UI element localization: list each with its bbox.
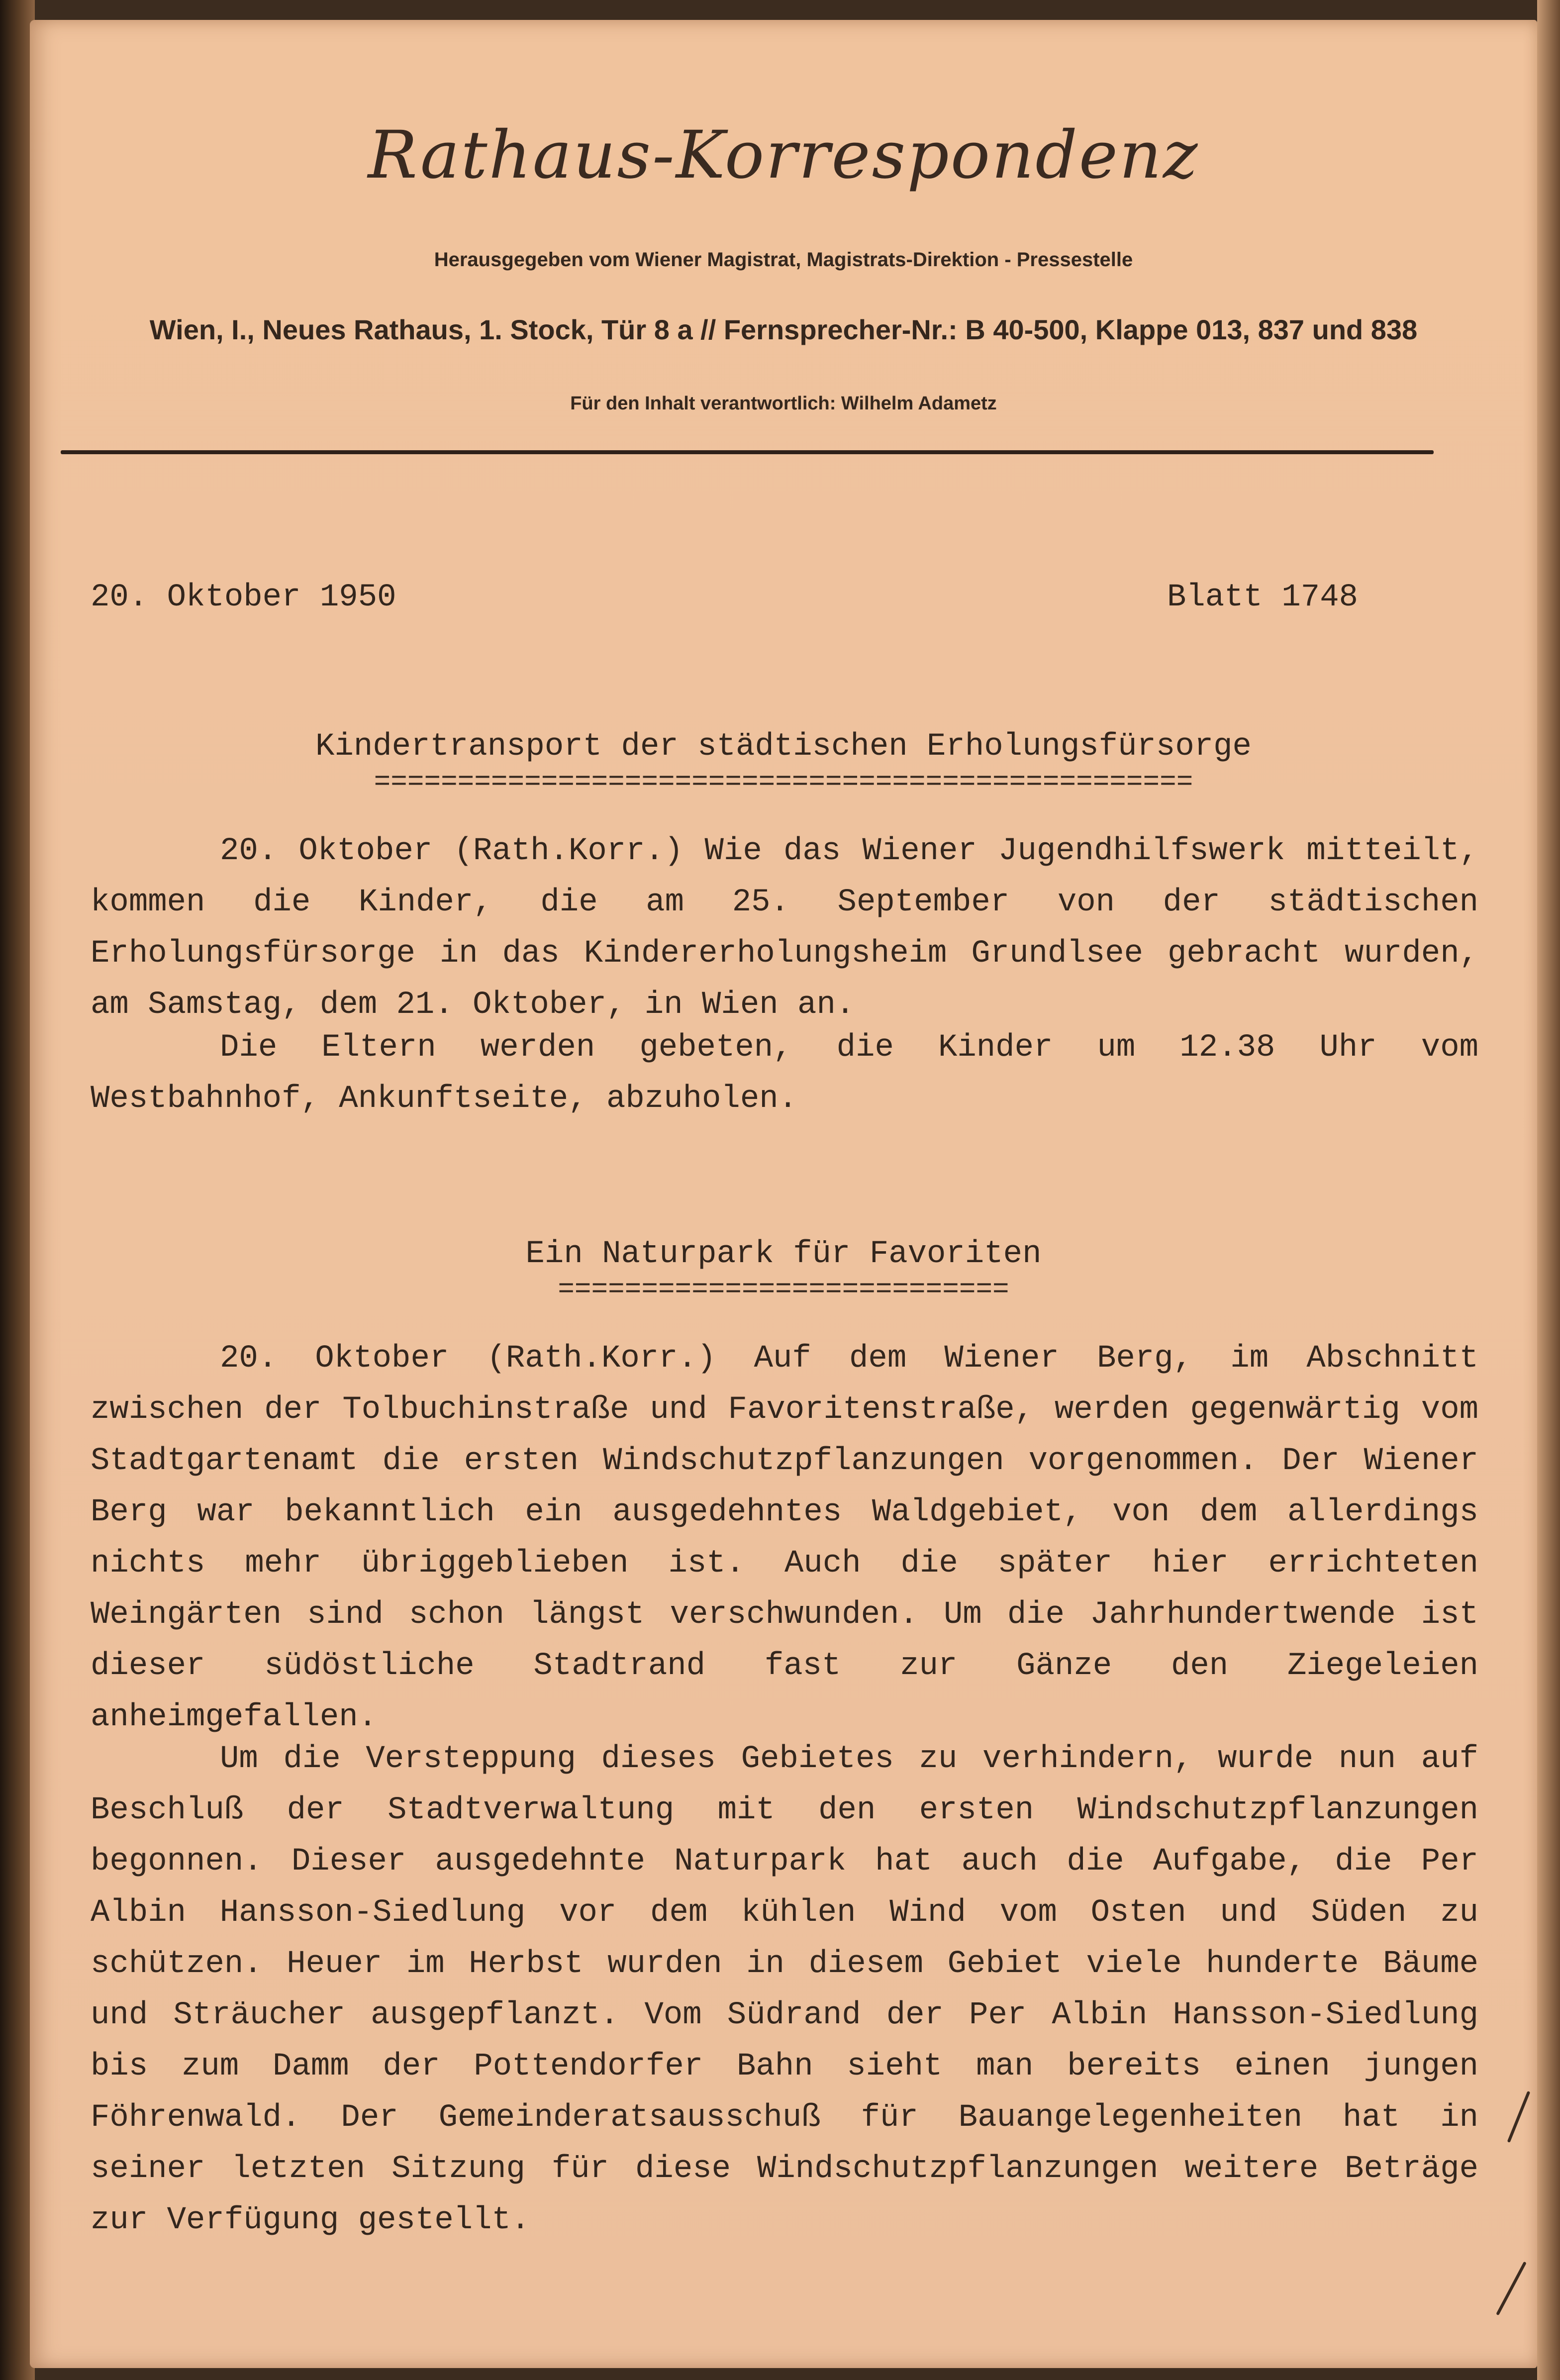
sheet-number: Blatt 1748 <box>1167 580 1358 615</box>
article-1-underline: ================================================= <box>374 766 1193 798</box>
page-edge <box>1537 0 1560 2380</box>
article-2-headline: Ein Naturpark für Favoriten <box>525 1236 1042 1272</box>
masthead-rule <box>61 450 1434 454</box>
article-1-paragraph-2: Die Eltern werden gebeten, die Kinder um 12.38 Uhr vom Westbahnhof, Ankunftseite, abzuholen. <box>91 1030 1478 1117</box>
document-page <box>30 20 1537 2368</box>
masthead-title: Rathaus-Korrespondenz <box>368 117 1199 194</box>
article-2-paragraph-2: Um die Versteppung dieses Gebietes zu verhindern, wurde nun auf Beschluß der Stadtverwaltung mit den ersten Windschutzpflanzungen begonnen. Dieser ausgedehnte Naturpark hat auch die Aufgabe, die Per Albin Hansson-Siedlung vor dem kühlen Wind vom Osten und Süden zu schützen. Heuer im Herbst wurden in diesem Gebiet viele hunderte Bäume und Sträucher ausgepflanzt. Vom Südrand der Per Albin Hansson-Siedlung bis zum Damm der Pottendorfer Bahn sieht man bereits einen jungen Föhrenwald. Der Gemeinderatsausschuß für Bauangelegenheiten hat in seiner letzten Sitzung für diese Windschutzpflanzungen weitere Beträge zur Verfügung gestellt. <box>91 1741 1478 2238</box>
masthead-publisher: Herausgegeben vom Wiener Magistrat, Magistrats-Direktion - Pressestelle <box>434 249 1133 271</box>
masthead-responsible: Für den Inhalt verantwortlich: Wilhelm Adametz <box>570 393 997 414</box>
issue-date: 20. Oktober 1950 <box>91 580 396 615</box>
article-2-underline: =========================== <box>558 1274 1009 1305</box>
article-2-paragraph-1: 20. Oktober (Rath.Korr.) Auf dem Wiener Berg, im Abschnitt zwischen der Tolbuchinstraße und Favoritenstraße, werden gegenwärtig vom Stadtgartenamt die ersten Windschutzpflanzungen vorgenommen. Der Wiener Berg war bekanntlich ein ausgedehntes Waldgebiet, von dem allerdings nichts mehr übriggeblieben ist. Auch die später hier errichteten Weingärten sind schon längst verschwunden. Um die Jahrhundertwende ist dieser südöstliche Stadtrand fast zur Gänze den Ziegeleien anheimgefallen. <box>91 1341 1478 1735</box>
article-1-paragraph-1: 20. Oktober (Rath.Korr.) Wie das Wiener Jugendhilfswerk mitteilt, kommen die Kinder, die am 25. September von der städtischen Erholungsfürsorge in das Kindererholungsheim Grundlsee gebracht wurden, am Samstag, dem 21. Oktober, in Wien an. <box>91 833 1478 1023</box>
margin-pencil-mark <box>1496 2262 1527 2316</box>
article-1-headline: Kindertransport der städtischen Erholungsfürsorge <box>315 729 1252 765</box>
margin-pencil-mark <box>1507 2091 1531 2143</box>
masthead-address: Wien, I., Neues Rathaus, 1. Stock, Tür 8 a // Fernsprecher-Nr.: B 40-500, Klappe 013, 837 und 838 <box>149 314 1418 345</box>
